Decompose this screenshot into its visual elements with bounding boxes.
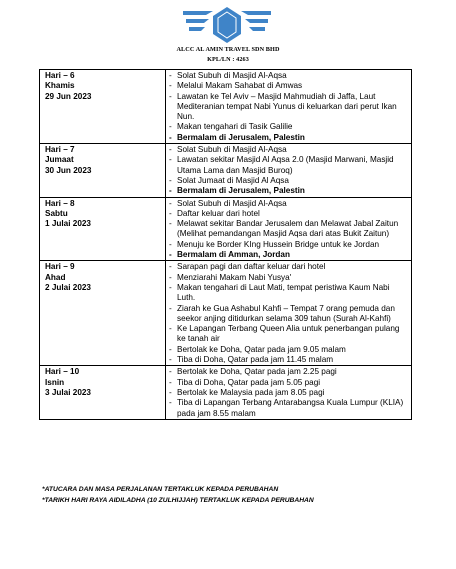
activity-item: - Makan tengahari di Tasik Galilie xyxy=(168,122,408,132)
day-date: 3 Julai 2023 xyxy=(45,387,91,397)
footnote-hari-raya: *TARIKH HARI RAYA AIDILADHA (10 ZULHIJJAH) TERTAKLUK KEPADA PERUBAHAN xyxy=(42,497,314,504)
activity-item: - Makan tengahari di Laut Mati, tempat peristiwa Kaum Nabi Luth. xyxy=(168,283,408,304)
day-row xyxy=(40,144,412,197)
day-name: Ahad xyxy=(45,272,66,282)
activity-item: - Solat Jumaat di Masjid Al Aqsa xyxy=(168,176,408,186)
license-number: KPL/LN : 4263 xyxy=(207,56,249,63)
day-label: Hari – 7 xyxy=(45,145,75,155)
activity-item: - Solat Subuh di Masjid Al-Aqsa xyxy=(168,71,408,81)
activity-item: - Bermalam di Jerusalem, Palestin xyxy=(168,133,408,143)
footnotes xyxy=(42,484,314,506)
activity-item: - Lawatan ke Tel Aviv – Masjid Mahmudiah di Jaffa, Laut Mediteranian tempat Nabi Yunus di keluarkan dari perut Ikan Nun. xyxy=(168,92,408,123)
day-cell xyxy=(40,366,166,419)
activity-list xyxy=(168,71,408,143)
activity-item: - Sarapan pagi dan daftar keluar dari hotel xyxy=(168,262,408,272)
activity-item: - Tiba di Doha, Qatar pada jam 5.05 pagi xyxy=(168,378,408,388)
day-date: 29 Jun 2023 xyxy=(45,91,92,101)
day-name: Sabtu xyxy=(45,208,68,218)
activity-item: - Ziarah ke Gua Ashabul Kahfi – Tempat 7 orang pemuda dan seekor anjing ditidurkan selama 309 tahun (Surah Al-Kahfi) xyxy=(168,304,408,325)
activity-list xyxy=(168,367,408,418)
day-date: 1 Julai 2023 xyxy=(45,219,91,229)
activity-item: - Ke Lapangan Terbang Queen Alia untuk penerbangan pulang ke tanah air xyxy=(168,324,408,345)
day-row xyxy=(40,366,412,419)
activity-item: - Bermalam di Amman, Jordan xyxy=(168,250,408,260)
itinerary-table xyxy=(39,69,412,420)
activities-cell xyxy=(166,70,412,144)
activity-item: - Solat Subuh di Masjid Al-Aqsa xyxy=(168,145,408,155)
day-row xyxy=(40,197,412,261)
activity-item: - Tiba di Doha, Qatar pada jam 11.45 malam xyxy=(168,355,408,365)
day-name: Jumaat xyxy=(45,155,74,165)
footnote-schedule: *ATUCARA DAN MASA PERJALANAN TERTAKLUK KEPADA PERUBAHAN xyxy=(42,486,279,493)
activity-item: - Bertolak ke Doha, Qatar pada jam 2.25 pagi xyxy=(168,367,408,377)
company-logo xyxy=(173,6,281,44)
activity-item: - Lawatan sekitar Masjid Al Aqsa 2.0 (Masjid Marwani, Masjid Utama Lama dan Masjid Buroq) xyxy=(168,155,408,176)
day-cell xyxy=(40,70,166,144)
activities-cell xyxy=(166,261,412,366)
activity-item: - Menuju ke Border KIng Hussein Bridge untuk ke Jordan xyxy=(168,240,408,250)
day-label: Hari – 8 xyxy=(45,198,75,208)
day-cell xyxy=(40,144,166,197)
company-name: ALCC AL AMIN TRAVEL SDN BHD xyxy=(176,46,280,53)
day-label: Hari – 6 xyxy=(45,71,75,80)
day-name: Khamis xyxy=(45,81,75,91)
day-row xyxy=(40,70,412,144)
activity-list xyxy=(168,199,408,261)
activity-item: - Tiba di Lapangan Terbang Antarabangsa Kuala Lumpur (KLIA) pada jam 8.55 malam xyxy=(168,398,408,419)
activity-item: - Daftar keluar dari hotel xyxy=(168,209,408,219)
day-row xyxy=(40,261,412,366)
day-date: 2 Julai 2023 xyxy=(45,282,91,292)
activity-item: - Solat Subuh di Masjid Al-Aqsa xyxy=(168,199,408,209)
logo-emblem-icon xyxy=(173,6,281,44)
activity-item: - Melalui Makam Sahabat di Amwas xyxy=(168,81,408,91)
day-label: Hari – 10 xyxy=(45,367,80,377)
activity-list xyxy=(168,145,408,196)
activity-item: - Bermalam di Jerusalem, Palestin xyxy=(168,186,408,196)
day-cell xyxy=(40,261,166,366)
activity-item: - Melawat sekitar Bandar Jerusalem dan Melawat Jabal Zaitun (Melihat pemandangan Masjid Aqsa dari atas Bukit Zaitun) xyxy=(168,219,408,240)
activities-cell xyxy=(166,366,412,419)
day-date: 30 Jun 2023 xyxy=(45,165,92,175)
activity-item: - Bertolak ke Doha, Qatar pada jam 9.05 malam xyxy=(168,345,408,355)
activities-cell xyxy=(166,144,412,197)
activity-list xyxy=(168,262,408,365)
day-label: Hari – 9 xyxy=(45,262,75,272)
activities-cell xyxy=(166,197,412,261)
activity-item: - Bertolak ke Malaysia pada jam 8.05 pagi xyxy=(168,388,408,398)
day-cell xyxy=(40,197,166,261)
activity-item: - Menziarahi Makam Nabi Yusya' xyxy=(168,273,408,283)
day-name: Isnin xyxy=(45,377,65,387)
